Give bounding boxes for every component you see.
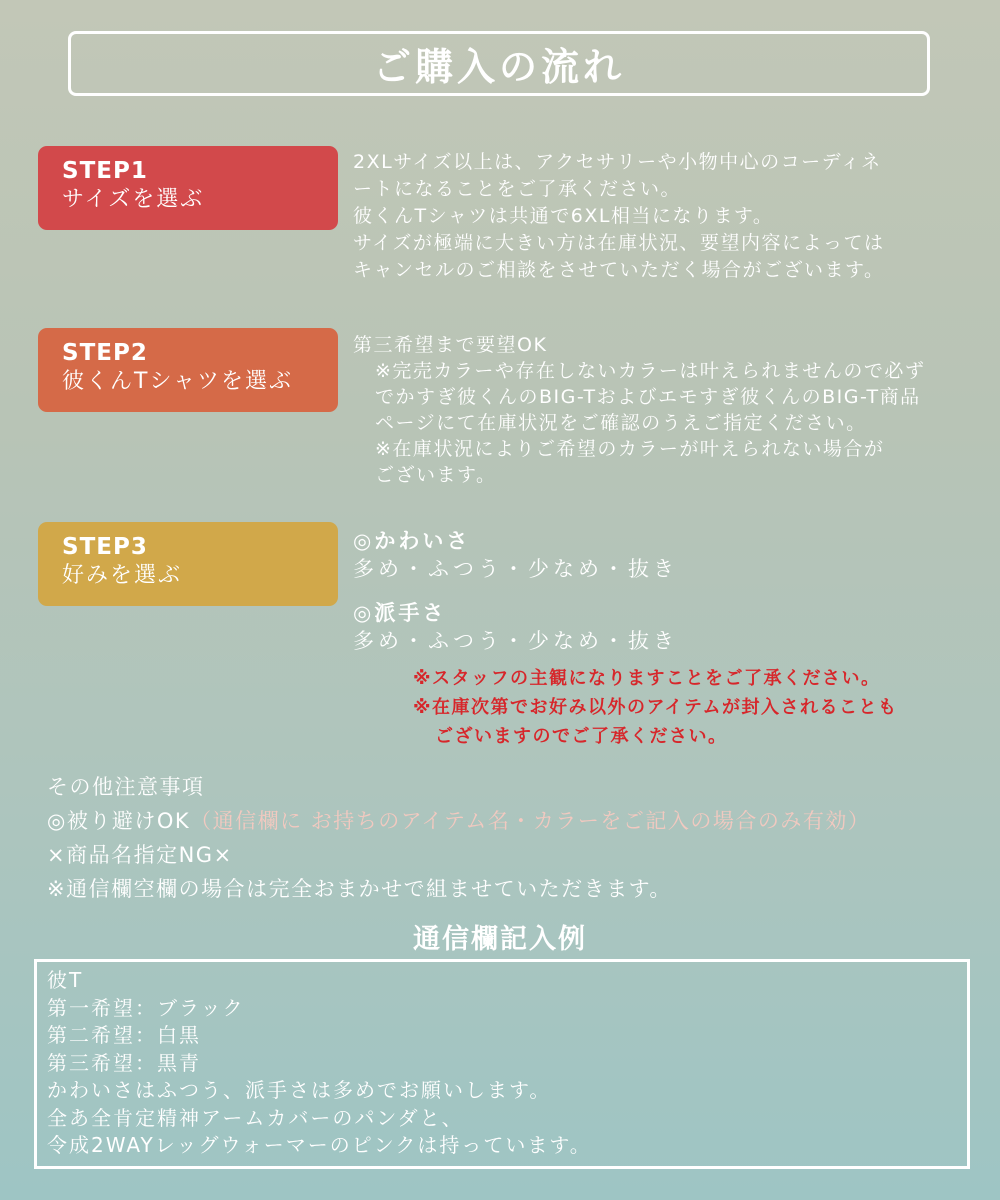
- hadesa-heading: ◎派手さ: [353, 601, 447, 625]
- step3-warnings: [413, 664, 897, 751]
- step1-description: [353, 149, 953, 284]
- notes-heading: その他注意事項: [47, 775, 205, 799]
- page-title: ご購入の流れ: [372, 45, 625, 89]
- example-line: 第一希望：ブラック: [47, 995, 245, 1020]
- step2-desc-line: ※在庫状況によりご希望のカラーが叶えられない場合が: [375, 438, 885, 460]
- step2-description: [353, 332, 953, 488]
- other-notes: [47, 770, 870, 906]
- example-title: 通信欄記入例: [413, 924, 587, 955]
- example-line: 令成2WAYレッグウォーマーのピンクは持っています。: [47, 1133, 592, 1157]
- step3-number: STEP3: [62, 534, 148, 560]
- step1-desc-line: サイズが極端に大きい方は在庫状況、要望内容によっては: [353, 232, 885, 254]
- warning-line: ※スタッフの主観になりますことをご了承ください。: [413, 668, 881, 689]
- example-line: 全あ全肯定精神アームカバーのパンダと、: [47, 1105, 464, 1130]
- overlap-ok-text: ◎被り避けOK: [47, 809, 191, 833]
- step2-number: STEP2: [62, 340, 148, 366]
- example-line: かわいさはふつう、派手さは多めでお願いします。: [47, 1078, 552, 1102]
- step2-desc-line: ございます。: [375, 464, 497, 486]
- step2-badge: [38, 328, 338, 412]
- step2-desc-line: ※完売カラーや存在しないカラーは叶えられませんので必ず: [375, 360, 926, 382]
- notes-line-3: ※通信欄空欄の場合は完全おまかせで組ませていただきます。: [47, 877, 672, 901]
- step1-desc-line: ートになることをご了承ください。: [353, 178, 682, 200]
- example-line: 彼T: [47, 968, 84, 992]
- step1-badge: [38, 146, 338, 230]
- example-box: [34, 959, 970, 1169]
- overlap-ok-condition: （通信欄に お持ちのアイテム名・カラーをご記入の場合のみ有効）: [190, 809, 871, 833]
- warning-line: ※在庫次第でお好み以外のアイテムが封入されることも: [413, 697, 898, 718]
- step2-desc-line: ページにて在庫状況をご確認のうえご指定ください。: [375, 412, 867, 434]
- example-line: 第二希望：白黒: [47, 1023, 201, 1047]
- step1-desc-line: 彼くんTシャツは共通で6XL相当になります。: [353, 205, 774, 227]
- kawaisa-options: 多め・ふつう・少なめ・抜き: [353, 557, 678, 581]
- step1-desc-line: キャンセルのご相談をさせていただく場合がございます。: [353, 259, 885, 281]
- hadesa-options: 多め・ふつう・少なめ・抜き: [353, 629, 678, 653]
- step2-label: 彼くんTシャツを選ぶ: [62, 369, 293, 394]
- step2-desc-line: 第三希望まで要望OK: [353, 334, 548, 356]
- kawaisa-heading: ◎かわいさ: [353, 529, 471, 553]
- step3-label: 好みを選ぶ: [62, 563, 183, 588]
- step1-label: サイズを選ぶ: [62, 187, 205, 212]
- notes-line-2: ×商品名指定NG×: [47, 843, 233, 867]
- step3-badge: [38, 522, 338, 606]
- step1-number: STEP1: [62, 158, 148, 184]
- example-line: 第三希望：黒青: [47, 1050, 201, 1075]
- page-title-box: [68, 31, 930, 96]
- warning-line: ございますのでご了承ください。: [435, 726, 728, 747]
- step1-desc-line: 2XLサイズ以上は、アクセサリーや小物中心のコーディネ: [353, 151, 882, 173]
- notes-line-1: [47, 804, 870, 838]
- step2-desc-line: でかすぎ彼くんのBIG-Tおよびエモすぎ彼くんのBIG-T商品: [375, 386, 921, 408]
